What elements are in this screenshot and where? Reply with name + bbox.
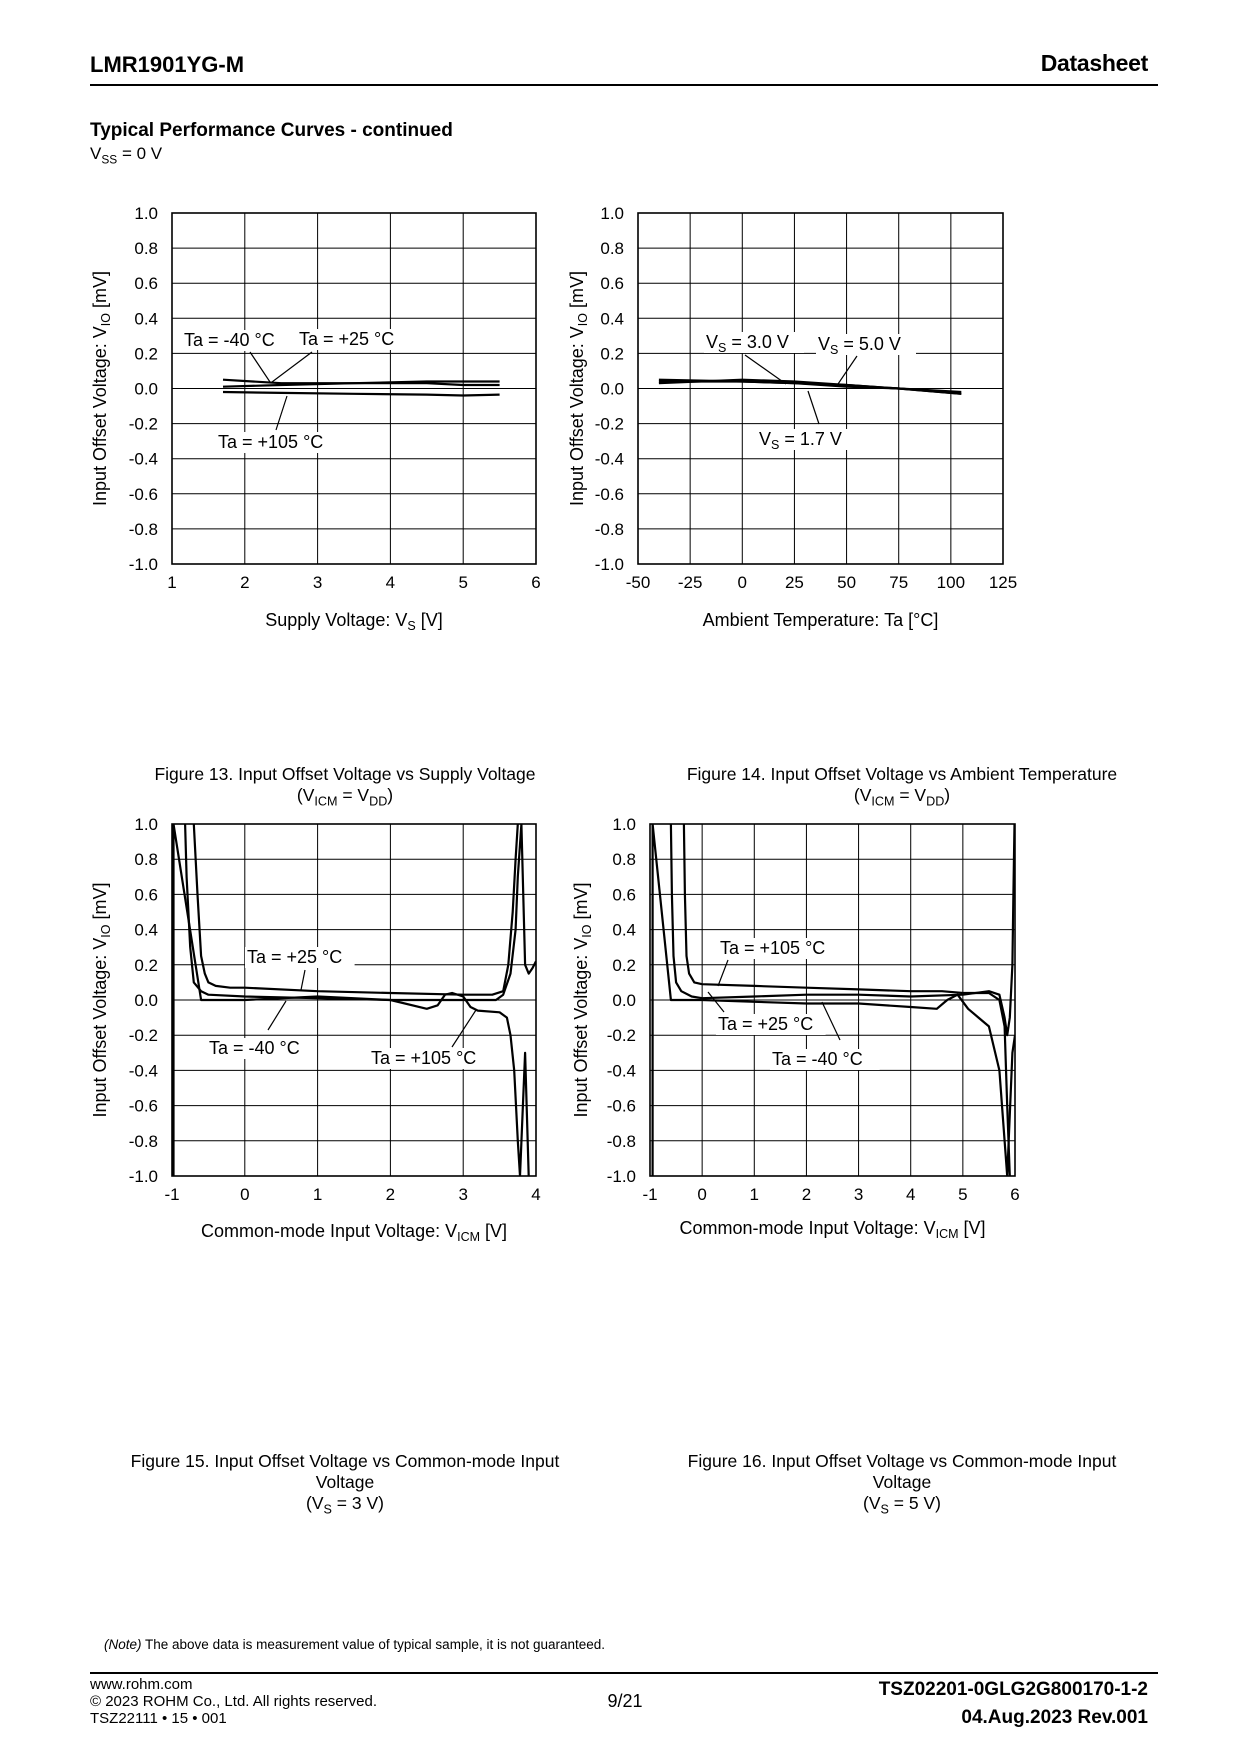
figure-14-caption <box>652 764 1152 813</box>
annotation-leader <box>708 992 724 1012</box>
figure-14-caption-line2: $(V_{ICM} = V_{DD})$ <box>853 785 951 809</box>
figure-15-caption-line1: Figure 15. Input Offset Voltage vs Common-mode Input <box>130 1451 560 1471</box>
figure-16-caption-line1: Figure 16. Input Offset Voltage vs Common-mode Input <box>687 1451 1117 1471</box>
figure-15-chart <box>90 815 541 1244</box>
y-tick-label: 0.2 <box>134 955 158 975</box>
x-tick-label: 1 <box>749 1185 760 1204</box>
y-tick-label: -1.0 <box>128 1167 158 1186</box>
series-line <box>659 380 961 394</box>
annotation-label: Ta = -40 °C <box>184 330 275 350</box>
series-line <box>223 392 500 396</box>
y-tick-label: -0.4 <box>594 449 624 469</box>
x-tick-label: 0 <box>697 1185 707 1204</box>
x-tick-label: 75 <box>889 573 909 592</box>
annotation-label: Ta = -40 °C <box>772 1049 863 1069</box>
annotation-label: Ta = +105 °C <box>218 432 324 452</box>
y-tick-label: 0.6 <box>612 885 636 905</box>
annotation-label: $V_S = 3.0$ V <box>706 332 789 355</box>
section-title: Typical Performance Curves - continued <box>90 120 453 141</box>
x-tick-label: 25 <box>784 573 804 592</box>
annotation-leader <box>452 1010 476 1047</box>
y-tick-label: -0.6 <box>606 1096 636 1116</box>
page-number: 9/21 <box>607 1691 643 1711</box>
y-tick-label: 0.8 <box>134 239 158 259</box>
x-tick-label: 4 <box>385 573 396 592</box>
annotation-label: Ta = -40 °C <box>209 1038 300 1058</box>
x-axis-label: Ambient Temperature: Ta [°C] <box>702 610 939 630</box>
x-axis-label: Supply Voltage: $V_S$ [V] <box>265 610 443 633</box>
annotation-label: Ta = +105 °C <box>720 938 826 958</box>
annotation-leader <box>268 1001 286 1030</box>
date-revision: 04.Aug.2023 Rev.001 <box>961 1707 1148 1728</box>
figure-13-caption-line1: Figure 13. Input Offset Voltage vs Supply Voltage <box>154 764 536 784</box>
y-tick-label: 1.0 <box>134 204 158 223</box>
y-tick-label: 0.0 <box>134 379 158 399</box>
x-tick-label: 2 <box>801 1185 812 1204</box>
section-condition: $V_{SS} = 0$ V <box>90 144 163 167</box>
y-axis-label: Input Offset Voltage: $V_{IO}$ [mV] <box>571 882 594 1118</box>
series-line <box>194 824 518 995</box>
y-tick-label: -0.2 <box>606 1026 636 1046</box>
document-number: TSZ02201-0GLG2G800170-1-2 <box>878 1679 1148 1700</box>
x-tick-label: -1 <box>642 1185 658 1204</box>
y-tick-label: 0.4 <box>600 309 624 329</box>
figure-13-chart <box>90 204 541 633</box>
annotation-leader <box>250 352 270 382</box>
y-tick-label: 0.8 <box>612 850 636 870</box>
x-tick-label: 3 <box>853 1185 864 1204</box>
annotation-label: $V_S = 5.0$ V <box>818 334 901 357</box>
x-tick-label: -25 <box>677 573 703 592</box>
figure-16-caption-line2: Voltage <box>872 1472 932 1492</box>
y-tick-label: 0.6 <box>134 885 158 905</box>
y-tick-label: 0.6 <box>600 274 624 294</box>
y-tick-label: 0.0 <box>134 991 158 1010</box>
part-number: LMR1901YG-M <box>90 52 245 77</box>
y-tick-label: 0.8 <box>134 850 158 870</box>
y-tick-label: -0.8 <box>606 1131 636 1151</box>
figure-13-caption-line2: $(V_{ICM} = V_{DD})$ <box>296 785 394 809</box>
y-tick-label: -1.0 <box>128 555 158 574</box>
x-tick-label: 1 <box>167 573 177 592</box>
x-tick-label: 6 <box>1010 1185 1020 1204</box>
x-tick-label: 5 <box>458 573 468 592</box>
document-type: Datasheet <box>1040 50 1148 76</box>
figure-16-caption-line3: ($V_S = 5$ V) <box>863 1493 941 1517</box>
figure-16-chart <box>571 815 1020 1241</box>
footer-copyright: © 2023 ROHM Co., Ltd. All rights reserved. <box>90 1693 377 1710</box>
x-tick-label: 3 <box>312 573 323 592</box>
y-tick-label: -1.0 <box>606 1167 636 1186</box>
annotation-leader <box>301 970 305 990</box>
y-tick-label: -0.2 <box>128 414 158 434</box>
y-tick-label: 0.0 <box>612 991 636 1010</box>
x-tick-label: 50 <box>837 573 857 592</box>
y-tick-label: -0.8 <box>128 1131 158 1151</box>
x-tick-label: 4 <box>531 1185 541 1204</box>
footer-form-code: TSZ22111 • 15 • 001 <box>90 1710 227 1727</box>
x-axis-label: Common-mode Input Voltage: $V_{ICM}$ [V] <box>679 1218 986 1241</box>
x-tick-label: 3 <box>458 1185 468 1204</box>
y-tick-label: -0.6 <box>128 484 158 504</box>
y-axis-label: Input Offset Voltage: $V_{IO}$ [mV] <box>90 882 113 1118</box>
figure-13-caption <box>95 764 595 813</box>
y-tick-label: -0.6 <box>594 484 624 504</box>
y-axis-label: Input Offset Voltage: $V_{IO}$ [mV] <box>567 270 590 507</box>
y-tick-label: -0.4 <box>128 1061 158 1081</box>
figure-15-caption-line2: Voltage <box>315 1472 375 1492</box>
y-tick-label: 0.2 <box>600 344 624 364</box>
y-tick-label: 0.4 <box>134 920 158 940</box>
note-label: (Note) <box>104 1637 142 1652</box>
annotation-leader <box>276 396 287 430</box>
figure-15-caption <box>95 1451 595 1521</box>
annotation-label: Ta = +25 °C <box>247 947 343 967</box>
annotation-label: Ta = +105 °C <box>371 1048 477 1068</box>
y-tick-label: -0.4 <box>128 449 158 469</box>
annotation-label: Ta = +25 °C <box>718 1014 814 1034</box>
y-tick-label: -0.6 <box>128 1096 158 1116</box>
x-tick-label: 0 <box>240 1185 250 1204</box>
x-tick-label: 2 <box>385 1185 396 1204</box>
y-tick-label: 0.4 <box>134 309 158 329</box>
x-axis-label: Common-mode Input Voltage: $V_{ICM}$ [V] <box>200 1221 508 1244</box>
y-tick-label: 0.8 <box>600 239 624 259</box>
x-tick-label: 1 <box>312 1185 323 1204</box>
y-tick-label: -0.4 <box>606 1061 636 1081</box>
y-tick-label: -0.8 <box>128 519 158 539</box>
footer-left <box>90 1676 377 1727</box>
y-tick-label: -0.2 <box>128 1026 158 1046</box>
y-tick-label: -0.2 <box>594 414 624 434</box>
figure-15-caption-line3: ($V_S = 3$ V) <box>306 1493 384 1517</box>
y-tick-label: 0.0 <box>600 379 624 399</box>
y-tick-label: 0.2 <box>612 955 636 975</box>
y-tick-label: 0.6 <box>134 274 158 294</box>
y-tick-label: 1.0 <box>612 815 636 834</box>
annotation-leader <box>838 356 857 384</box>
figure-16-caption <box>652 1451 1152 1521</box>
figure-14-chart <box>567 204 1017 630</box>
figure-14-caption-line1: Figure 14. Input Offset Voltage vs Ambient Temperature <box>686 764 1118 784</box>
data-note <box>104 1637 605 1652</box>
annotation-label: Ta = +25 °C <box>299 329 395 349</box>
footer-right <box>879 1676 1148 1732</box>
x-tick-label: 100 <box>936 573 966 592</box>
annotation-leader <box>808 391 819 424</box>
x-tick-label: -1 <box>164 1185 180 1204</box>
x-tick-label: 6 <box>531 573 541 592</box>
x-tick-label: -50 <box>625 573 651 592</box>
x-tick-label: 2 <box>240 573 250 592</box>
y-tick-label: 0.4 <box>612 920 636 940</box>
y-axis-label: Input Offset Voltage: $V_{IO}$ [mV] <box>90 270 113 507</box>
note-text: The above data is measurement value of typical sample, it is not guaranteed. <box>141 1637 606 1652</box>
annotation-label: $V_S = 1.7$ V <box>759 429 842 452</box>
x-tick-label: 4 <box>905 1185 916 1204</box>
footer-rule <box>90 1672 1158 1674</box>
x-tick-label: 5 <box>958 1185 968 1204</box>
footer-website[interactable]: www.rohm.com <box>90 1676 193 1693</box>
y-tick-label: -0.8 <box>594 519 624 539</box>
y-tick-label: 1.0 <box>600 204 624 223</box>
y-tick-label: -1.0 <box>594 555 624 574</box>
y-tick-label: 1.0 <box>134 815 158 834</box>
y-tick-label: 0.2 <box>134 344 158 364</box>
series-line <box>185 824 536 1000</box>
x-tick-label: 0 <box>737 573 748 592</box>
annotation-leader <box>272 352 312 382</box>
annotation-leader <box>718 960 728 986</box>
x-tick-label: 125 <box>988 573 1018 592</box>
